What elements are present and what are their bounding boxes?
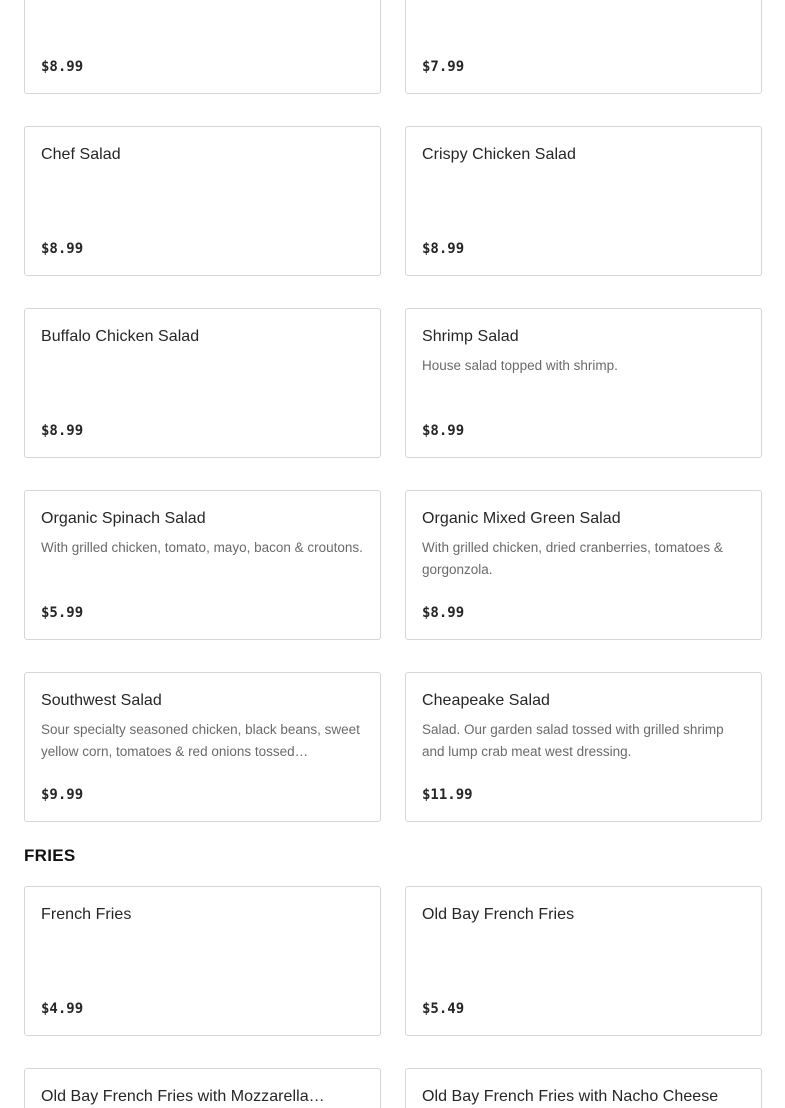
menu-item-description: With grilled chicken, tomato, mayo, bacon & croutons. <box>41 540 363 555</box>
menu-item-price: $5.49 <box>422 1001 465 1017</box>
menu-item-card[interactable] <box>24 0 381 94</box>
menu-item-price: $8.99 <box>422 423 465 439</box>
menu-item-card[interactable] <box>24 672 381 822</box>
menu-item-price: $9.99 <box>41 787 84 803</box>
menu-item-card[interactable] <box>405 126 762 276</box>
menu-item-name: Organic Spinach Salad <box>41 510 206 527</box>
menu-item-price: $8.99 <box>41 59 84 75</box>
menu-item-card[interactable] <box>24 126 381 276</box>
menu-item-card[interactable] <box>24 308 381 458</box>
menu-item-name: Buffalo Chicken Salad <box>41 328 200 345</box>
section-title-fries: FRIES <box>24 846 76 865</box>
menu-item-price: $8.99 <box>422 605 465 621</box>
menu-item-card[interactable] <box>405 0 762 94</box>
menu-item-price: $5.99 <box>41 605 84 621</box>
menu-item-name: French Fries <box>41 906 132 923</box>
menu-item-description: With grilled chicken, dried cranberries, tomatoes & gorgonzola. <box>422 540 723 577</box>
menu-item-name: Old Bay French Fries with Nacho Cheese <box>422 1088 719 1105</box>
menu-item-description: House salad topped with shrimp. <box>422 358 618 373</box>
menu-item-name: Cheapeake Salad <box>422 692 550 709</box>
menu-item-price: $8.99 <box>41 423 84 439</box>
menu-item-name: Shrimp Salad <box>422 328 519 345</box>
menu-item-description: Sour specialty seasoned chicken, black beans, sweet yellow corn, tomatoes & red onions tossed… <box>41 722 360 759</box>
menu-item-price: $7.99 <box>422 59 465 75</box>
menu-item-card[interactable] <box>405 308 762 458</box>
menu-item-card[interactable] <box>24 1068 381 1108</box>
menu-item-name: Organic Mixed Green Salad <box>422 510 621 527</box>
menu-item-name: Old Bay French Fries <box>422 906 575 923</box>
menu-item-card[interactable] <box>405 672 762 822</box>
menu-item-price: $11.99 <box>422 787 473 803</box>
menu-item-card[interactable] <box>24 886 381 1036</box>
menu-item-price: $8.99 <box>41 241 84 257</box>
menu-item-card[interactable] <box>405 490 762 640</box>
menu-item-card[interactable] <box>405 1068 762 1108</box>
menu-item-name: Chef Salad <box>41 146 121 163</box>
menu-item-description: Salad. Our garden salad tossed with grilled shrimp and lump crab meat west dressing. <box>422 722 724 759</box>
menu-item-card[interactable] <box>405 886 762 1036</box>
menu-item-card[interactable] <box>24 490 381 640</box>
menu-item-name: Southwest Salad <box>41 692 162 709</box>
menu-item-name: Old Bay French Fries with Mozzarella… <box>41 1088 325 1105</box>
menu-item-price: $4.99 <box>41 1001 84 1017</box>
menu-item-price: $8.99 <box>422 241 465 257</box>
menu-item-name: Crispy Chicken Salad <box>422 146 576 163</box>
